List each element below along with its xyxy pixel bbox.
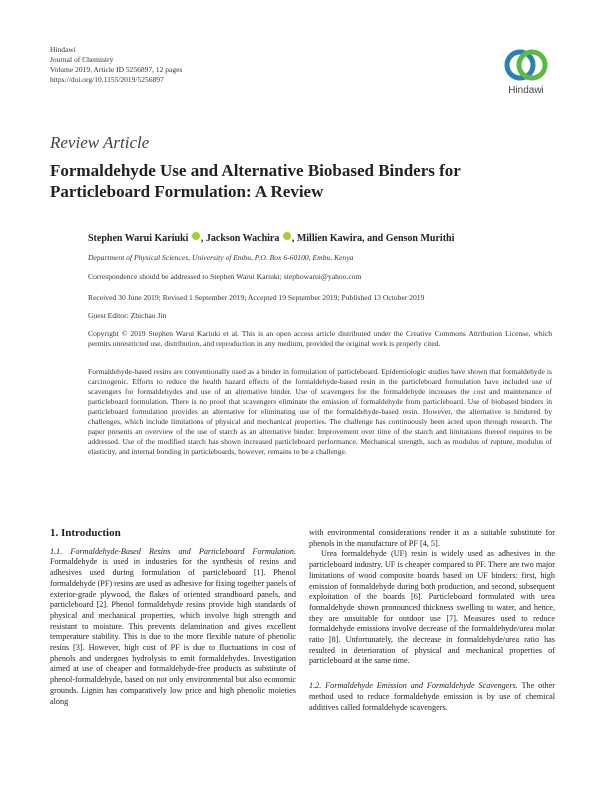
affiliation: Department of Physical Sciences, University of Embu, P.O. Box 6-60100, Embu, Kenya <box>88 253 354 262</box>
orcid-icon[interactable] <box>192 232 200 240</box>
publication-dates: Received 30 June 2019; Revised 1 September 2019; Accepted 19 September 2019; Published 13 October 2019 <box>88 293 425 302</box>
abstract: Formaldehyde-based resins are conventionally used as a binder in formulation of particleboard. Epidemiologic studies have shown that formaldehyde is carcinogenic. Efforts to reduce the health hazard effects of the formaldehyde-based resin in the particleboard formulation have included use of scavengers for formaldehydes and use of an alternative binder. Use of scavengers for the formaldehyde increases the cost and maintenance of particleboard formulation. There is no proof that scavengers eliminate the emission of formaldehyde from particleboard. Use of biobased binders in particleboard formulation provides an alternative for eliminating use of the formaldehyde-based resin. However, the alternative is hindered by challenges, which include limitations of physical and mechanical properties. The challenge has continuously been acted upon through research. The paper presents an overview of the use of starch as an alternative binder. Improvement over time of the starch and limitations thereof requires to be addressed. Use of the modified starch has shown increased particleboard performance. Mechanical strength, such as modulus of rupture, modulus of elasticity, and internal bonding in particleboards, however, remains to be a challenge. <box>88 367 552 456</box>
paragraph: Urea formaldehyde (UF) resin is widely used as adhesives in the particleboard industry. UF is cheaper compared to PF. There are two major limitations of wood composite boards based on UF binders: first, high emission of formaldehyde during both production, and second, subsequent exploitation of the boards [6]. Particleboard formulated with urea formaldehyde shown pronounced thickness swelling to water, and hence, they are unsuitable for outdoor use [7]. Measures used to reduce formaldehyde emissions involve decrease of the formaldehyde/urea molar ratio [8]. Unfortunately, the decrease in formaldehyde/urea ratio has resulted in deterioration of physical and mechanical properties of particleboard at the same time. <box>309 549 555 666</box>
section-heading: 1. Introduction <box>50 527 121 539</box>
author-name[interactable]: Stephen Warui Kariuki <box>88 233 189 244</box>
subsection-title: 1.2. Formaldehyde Emission and Formaldehyde Scavengers. <box>309 681 518 691</box>
subsection-title: 1.1. Formaldehyde-Based Resins and Particleboard Formulation. <box>50 546 296 556</box>
paragraph-text: Formaldehyde is used in industries for the synthesis of resins and adhesives used during formulation of particleboard [1]. Phenol formaldehyde (PF) resins are used as adhesive for fixing together panels of exterior-grade plywood, the flakes of oriented strandboard panels, and particleboard [2]. Phenol formaldehyde resins provide high standards of physical and mechanical properties, which involve high strength and resistant to moisture. This prevents delamination and gives excellent temperature stability. This is due to the more flexible nature of phenolic resins [3]. However, high cost of PF is due to fluctuations in cost of phenols and undergoes hydrolysis to emit formaldehydes. Investigation aimed at use of cheaper and formaldehyde-free products as substitute of phenol-formaldehyde, based on not only environmental but also economic grounds. Lignin has comparatively low price and high phenolic moieties along <box>50 557 296 706</box>
guest-editor: Guest Editor: Zhichao Jin <box>88 311 167 320</box>
paragraph: with environmental considerations render it as a suitable substitute for phenols in the manufacture of PF [4, 5]. <box>309 528 555 548</box>
copyright-notice: Copyright © 2019 Stephen Warui Kariuki et al. This is an open access article distributed under the Creative Commons Attribution License, which permits unrestricted use, distribution, and reproduction in any medium, provided the original work is properly cited. <box>88 329 552 348</box>
hindawi-rings-icon <box>503 46 549 84</box>
paragraph-text: The other method used to reduce formaldehyde emission is by use of chemical additives called formaldehyde scavengers. <box>309 681 555 712</box>
paragraph <box>50 547 296 708</box>
journal-name: Journal of Chemistry <box>50 55 114 64</box>
author-name[interactable]: Jackson Wachira <box>205 233 280 244</box>
paragraph <box>309 681 555 713</box>
logo-text: Hindawi <box>508 85 544 96</box>
body-column-left <box>50 528 296 707</box>
orcid-icon[interactable] <box>283 232 291 240</box>
author-name[interactable]: Millien Kawira, <box>296 233 365 244</box>
doi-link[interactable]: https://doi.org/10.1155/2019/5256897 <box>50 75 164 84</box>
author-conjunction: and <box>367 233 384 244</box>
body-column-right <box>309 528 555 713</box>
correspondence: Correspondence should be addressed to Stephen Warui Kariuki; stephowarui@yahoo.com <box>88 272 362 281</box>
publisher-name: Hindawi <box>50 45 76 54</box>
journal-meta <box>50 45 182 85</box>
hindawi-logo <box>496 46 556 96</box>
article-title: Formaldehyde Use and Alternative Biobased Binders for Particleboard Formulation: A Review <box>50 161 461 201</box>
article-type: Review Article <box>50 133 150 152</box>
volume-info: Volume 2019, Article ID 5256897, 12 pages <box>50 65 183 74</box>
author-name[interactable]: Genson Murithi <box>385 233 455 244</box>
author-list: Stephen Warui Kariuki , Jackson Wachira , Millien Kawira, and Genson Murithi <box>88 233 455 244</box>
